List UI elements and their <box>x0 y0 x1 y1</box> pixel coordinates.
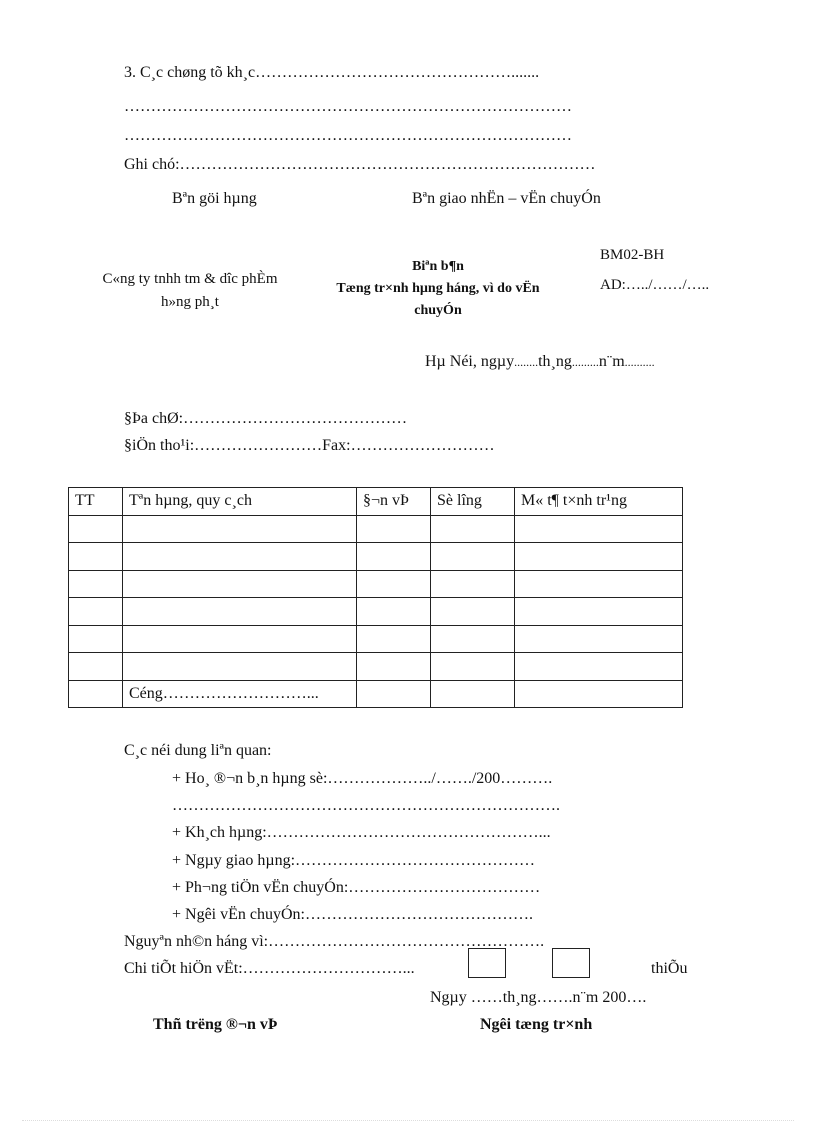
transport-line: + Ph¬ng tiÖn vËn chuyÓn:……………………………… <box>172 879 541 896</box>
detail-checkbox-1[interactable] <box>468 948 506 978</box>
table-cell[interactable] <box>69 598 123 626</box>
table-cell[interactable] <box>357 680 431 708</box>
phone-fax-line: §iÖn tho¹i:……………………Fax:……………………… <box>124 437 495 454</box>
table-cell[interactable] <box>515 515 683 543</box>
customer-line: + Kh¸ch hµng:……………………………………………... <box>172 824 551 841</box>
table-cell[interactable] <box>431 570 515 598</box>
table-cell[interactable] <box>69 543 123 571</box>
table-cell[interactable] <box>123 625 357 653</box>
table-row <box>69 515 683 543</box>
head-of-unit-label: Thñ trëng ®¬n vÞ <box>153 1016 278 1033</box>
table-total-row <box>69 680 683 708</box>
table-cell[interactable] <box>515 543 683 571</box>
header-quantity: Sè lîng <box>431 488 515 516</box>
total-label: Céng………………………... <box>123 680 357 708</box>
form-date: AD:…../……/….. <box>600 277 710 293</box>
date-day-blank: ........ <box>514 355 539 369</box>
date-line <box>425 353 655 371</box>
table-cell[interactable] <box>431 515 515 543</box>
seller-label: Bªn göi hµng <box>172 190 257 207</box>
receiver-label: Bªn giao nhËn – vËn chuyÓn <box>412 190 601 207</box>
table-row <box>69 625 683 653</box>
detail-line: Chi tiÕt hiÖn vËt:…………………………... <box>124 960 415 977</box>
table-cell[interactable] <box>515 598 683 626</box>
related-title: C¸c néi dung liªn quan: <box>124 742 272 759</box>
shortage-label: thiÕu <box>651 960 688 977</box>
table-cell[interactable] <box>431 625 515 653</box>
table-cell[interactable] <box>357 515 431 543</box>
section3-line-2: ………………………………………………………………………… <box>124 98 572 115</box>
table-cell[interactable] <box>357 570 431 598</box>
company-line-2: h»ng ph¸t <box>161 294 219 310</box>
cause-line: Nguyªn nh©n háng vì:……………………………………………. <box>124 933 545 950</box>
table-cell[interactable] <box>69 680 123 708</box>
goods-table <box>68 487 683 708</box>
document-title-block <box>318 259 558 319</box>
document-title: Biªn b¶n <box>412 259 464 274</box>
footer-date: Ngµy ……th¸ng…….n¨m 200…. <box>430 989 647 1006</box>
table-cell[interactable] <box>123 543 357 571</box>
delivery-date-line: + Ngµy giao hµng:……………………………………… <box>172 852 536 869</box>
table-cell[interactable] <box>123 653 357 681</box>
table-cell[interactable] <box>515 653 683 681</box>
date-year-label: n¨m <box>598 353 625 370</box>
table-cell[interactable] <box>431 680 515 708</box>
header-name-spec: Tªn hµng, quy c¸ch <box>123 488 357 516</box>
address-line: §Þa chØ:…………………………………… <box>124 410 408 427</box>
header-condition: M« t¶ t×nh tr¹ng <box>515 488 683 516</box>
table-cell[interactable] <box>515 625 683 653</box>
company-line-1: C«ng ty tnhh tm & dîc phÈm <box>102 271 278 287</box>
date-month-label: th¸ng <box>538 353 572 370</box>
table-cell[interactable] <box>69 570 123 598</box>
section3-dots: …………………………………………....... <box>255 64 540 81</box>
reporter-label: Ngêi tæng tr×nh <box>480 1016 593 1033</box>
table-cell[interactable] <box>431 543 515 571</box>
table-row <box>69 653 683 681</box>
table-cell[interactable] <box>357 598 431 626</box>
table-cell[interactable] <box>123 515 357 543</box>
date-year-blank: .......... <box>624 355 655 369</box>
table-cell[interactable] <box>123 598 357 626</box>
table-cell[interactable] <box>69 515 123 543</box>
table-cell[interactable] <box>357 543 431 571</box>
carrier-line: + Ngêi vËn chuyÓn:……………………………………. <box>172 906 533 923</box>
section3-title: 3. C¸c chøng tõ kh¸c <box>124 64 256 81</box>
table-cell[interactable] <box>431 653 515 681</box>
company-name <box>80 271 300 311</box>
table-cell[interactable] <box>69 653 123 681</box>
invoice-line: + Ho¸ ®¬n b¸n hµng sè:………………../……./200………. <box>172 770 553 787</box>
header-tt: TT <box>69 488 123 516</box>
table-cell[interactable] <box>431 598 515 626</box>
header-unit: §¬n vÞ <box>357 488 431 516</box>
table-row <box>69 570 683 598</box>
table-cell[interactable] <box>357 653 431 681</box>
section3-heading <box>124 64 539 82</box>
document-subtitle-1: Tæng tr×nh hµng háng, vì do vËn <box>336 281 540 296</box>
section3-line-3: ………………………………………………………………………… <box>124 127 572 144</box>
invoice-continuation: ………………………………………………………………. <box>172 797 560 814</box>
document-subtitle-2: chuyÓn <box>414 303 462 318</box>
table-row <box>69 598 683 626</box>
form-code: BM02-BH <box>600 247 665 263</box>
date-prefix: Hµ Néi, ngµy <box>425 353 515 370</box>
table-cell[interactable] <box>357 625 431 653</box>
table-row <box>69 543 683 571</box>
table-cell[interactable] <box>123 570 357 598</box>
note-line: Ghi chó:…………………………………………………………………… <box>124 156 596 173</box>
table-cell[interactable] <box>515 680 683 708</box>
detail-checkbox-2[interactable] <box>552 948 590 978</box>
table-cell[interactable] <box>515 570 683 598</box>
table-header-row <box>69 488 683 516</box>
date-month-blank: ......... <box>571 355 599 369</box>
page-bottom-divider <box>22 1120 794 1121</box>
table-cell[interactable] <box>69 625 123 653</box>
